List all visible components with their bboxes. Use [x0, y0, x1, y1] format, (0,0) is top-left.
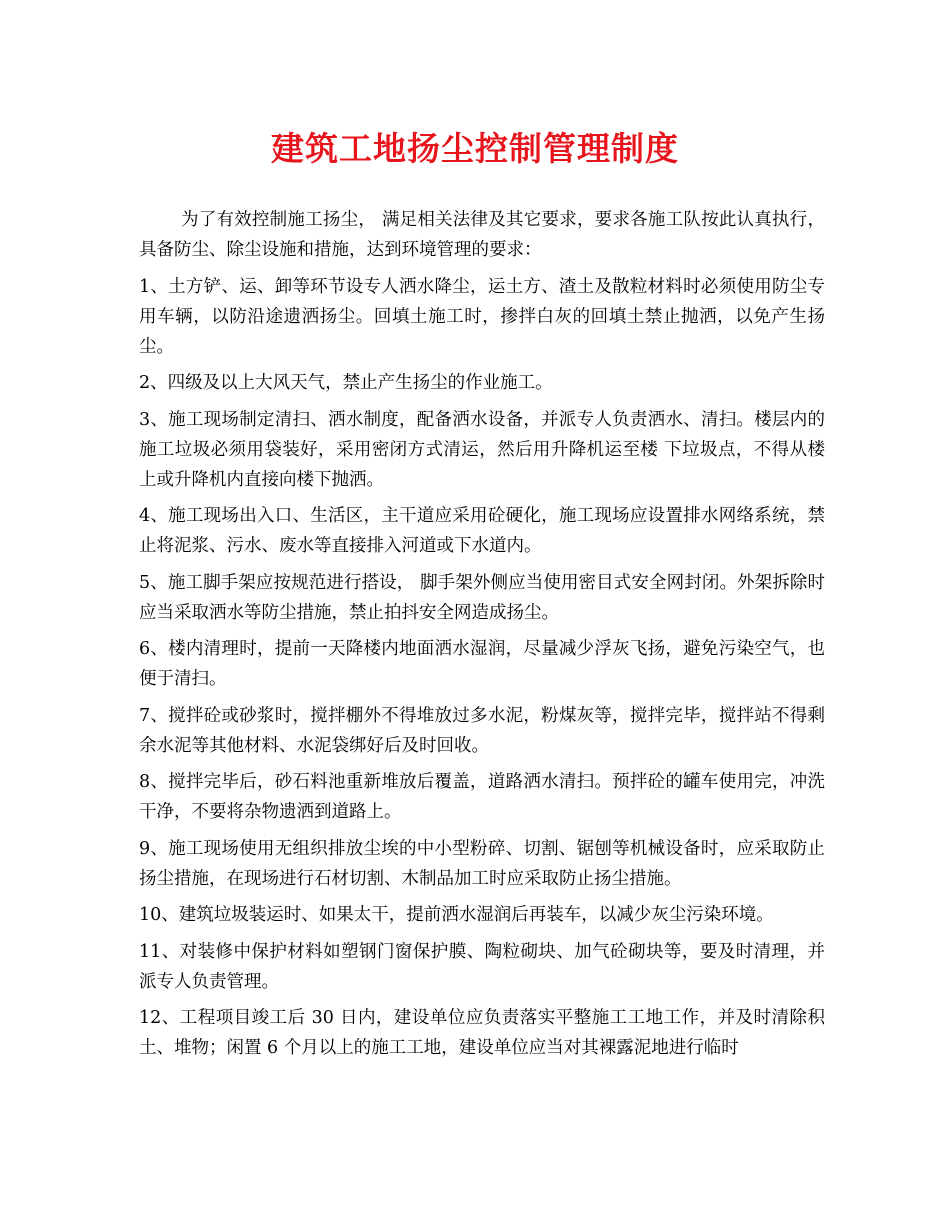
list-item-5: 5、施工脚手架应按规范进行搭设， 脚手架外侧应当使用密目式安全网封闭。外架拆除时应当采取洒水等防尘措施，禁止拍抖安全网造成扬尘。	[139, 572, 825, 623]
list-item-4: 4、施工现场出入口、生活区，主干道应采用砼硬化，施工现场应设置排水网络系统，禁止将泥浆、污水、废水等直接排入河道或下水道内。	[139, 506, 825, 556]
intro-paragraph: 为了有效控制施工扬尘， 满足相关法律及其它要求，要求各施工队按此认真执行，具备防尘、除尘设施和措施，达到环境管理的要求：	[139, 210, 825, 260]
list-item-11: 11、对装修中保护材料如塑钢门窗保护膜、陶粒砌块、加气砼砌块等，要及时清理，并派专人负责管理。	[139, 941, 825, 992]
document-body	[139, 205, 825, 1070]
list-item-2: 2、四级及以上大风天气，禁止产生扬尘的作业施工。	[139, 373, 553, 393]
list-item-9: 9、施工现场使用无组织排放尘埃的中小型粉碎、切割、锯刨等机械设备时，应采取防止扬尘措施，在现场进行石材切割、木制品加工时应采取防止扬尘措施。	[139, 838, 825, 889]
document-title: 建筑工地扬尘控制管理制度	[271, 129, 679, 168]
list-item-10: 10、建筑垃圾装运时、如果太干，提前洒水湿润后再装车，以减少灰尘污染环境。	[139, 905, 774, 925]
list-item-12: 12、工程项目竣工后 30 日内，建设单位应负责落实平整施工工地工作，并及时清除积土、堆物；闲置 6 个月以上的施工工地，建设单位应当对其裸露泥地进行临时	[139, 1008, 825, 1058]
list-item-6: 6、楼内清理时，提前一天降楼内地面洒水湿润，尽量减少浮灰飞扬，避免污染空气，也便于清扫。	[139, 639, 825, 689]
list-item-1: 1、土方铲、运、卸等环节设专人洒水降尘，运土方、渣土及散粒材料时必须使用防尘专用车辆，以防沿途遗洒扬尘。回填土施工时，掺拌白灰的回填土禁止抛洒，以免产生扬尘。	[139, 276, 825, 357]
list-item-3: 3、施工现场制定清扫、洒水制度，配备洒水设备，并派专人负责洒水、清扫。楼层内的施工垃圾必须用袋装好，采用密闭方式清运，然后用升降机运至楼 下垃圾点，不得从楼上或升降机内直接向楼下抛洒。	[139, 409, 825, 490]
list-item-8: 8、搅拌完毕后，砂石料池重新堆放后覆盖，道路洒水清扫。预拌砼的罐车使用完，冲洗干净，不要将杂物遗洒到道路上。	[139, 772, 825, 822]
list-item-7: 7、搅拌砼或砂浆时，搅拌棚外不得堆放过多水泥，粉煤灰等，搅拌完毕，搅拌站不得剩余水泥等其他材料、水泥袋绑好后及时回收。	[139, 705, 825, 756]
